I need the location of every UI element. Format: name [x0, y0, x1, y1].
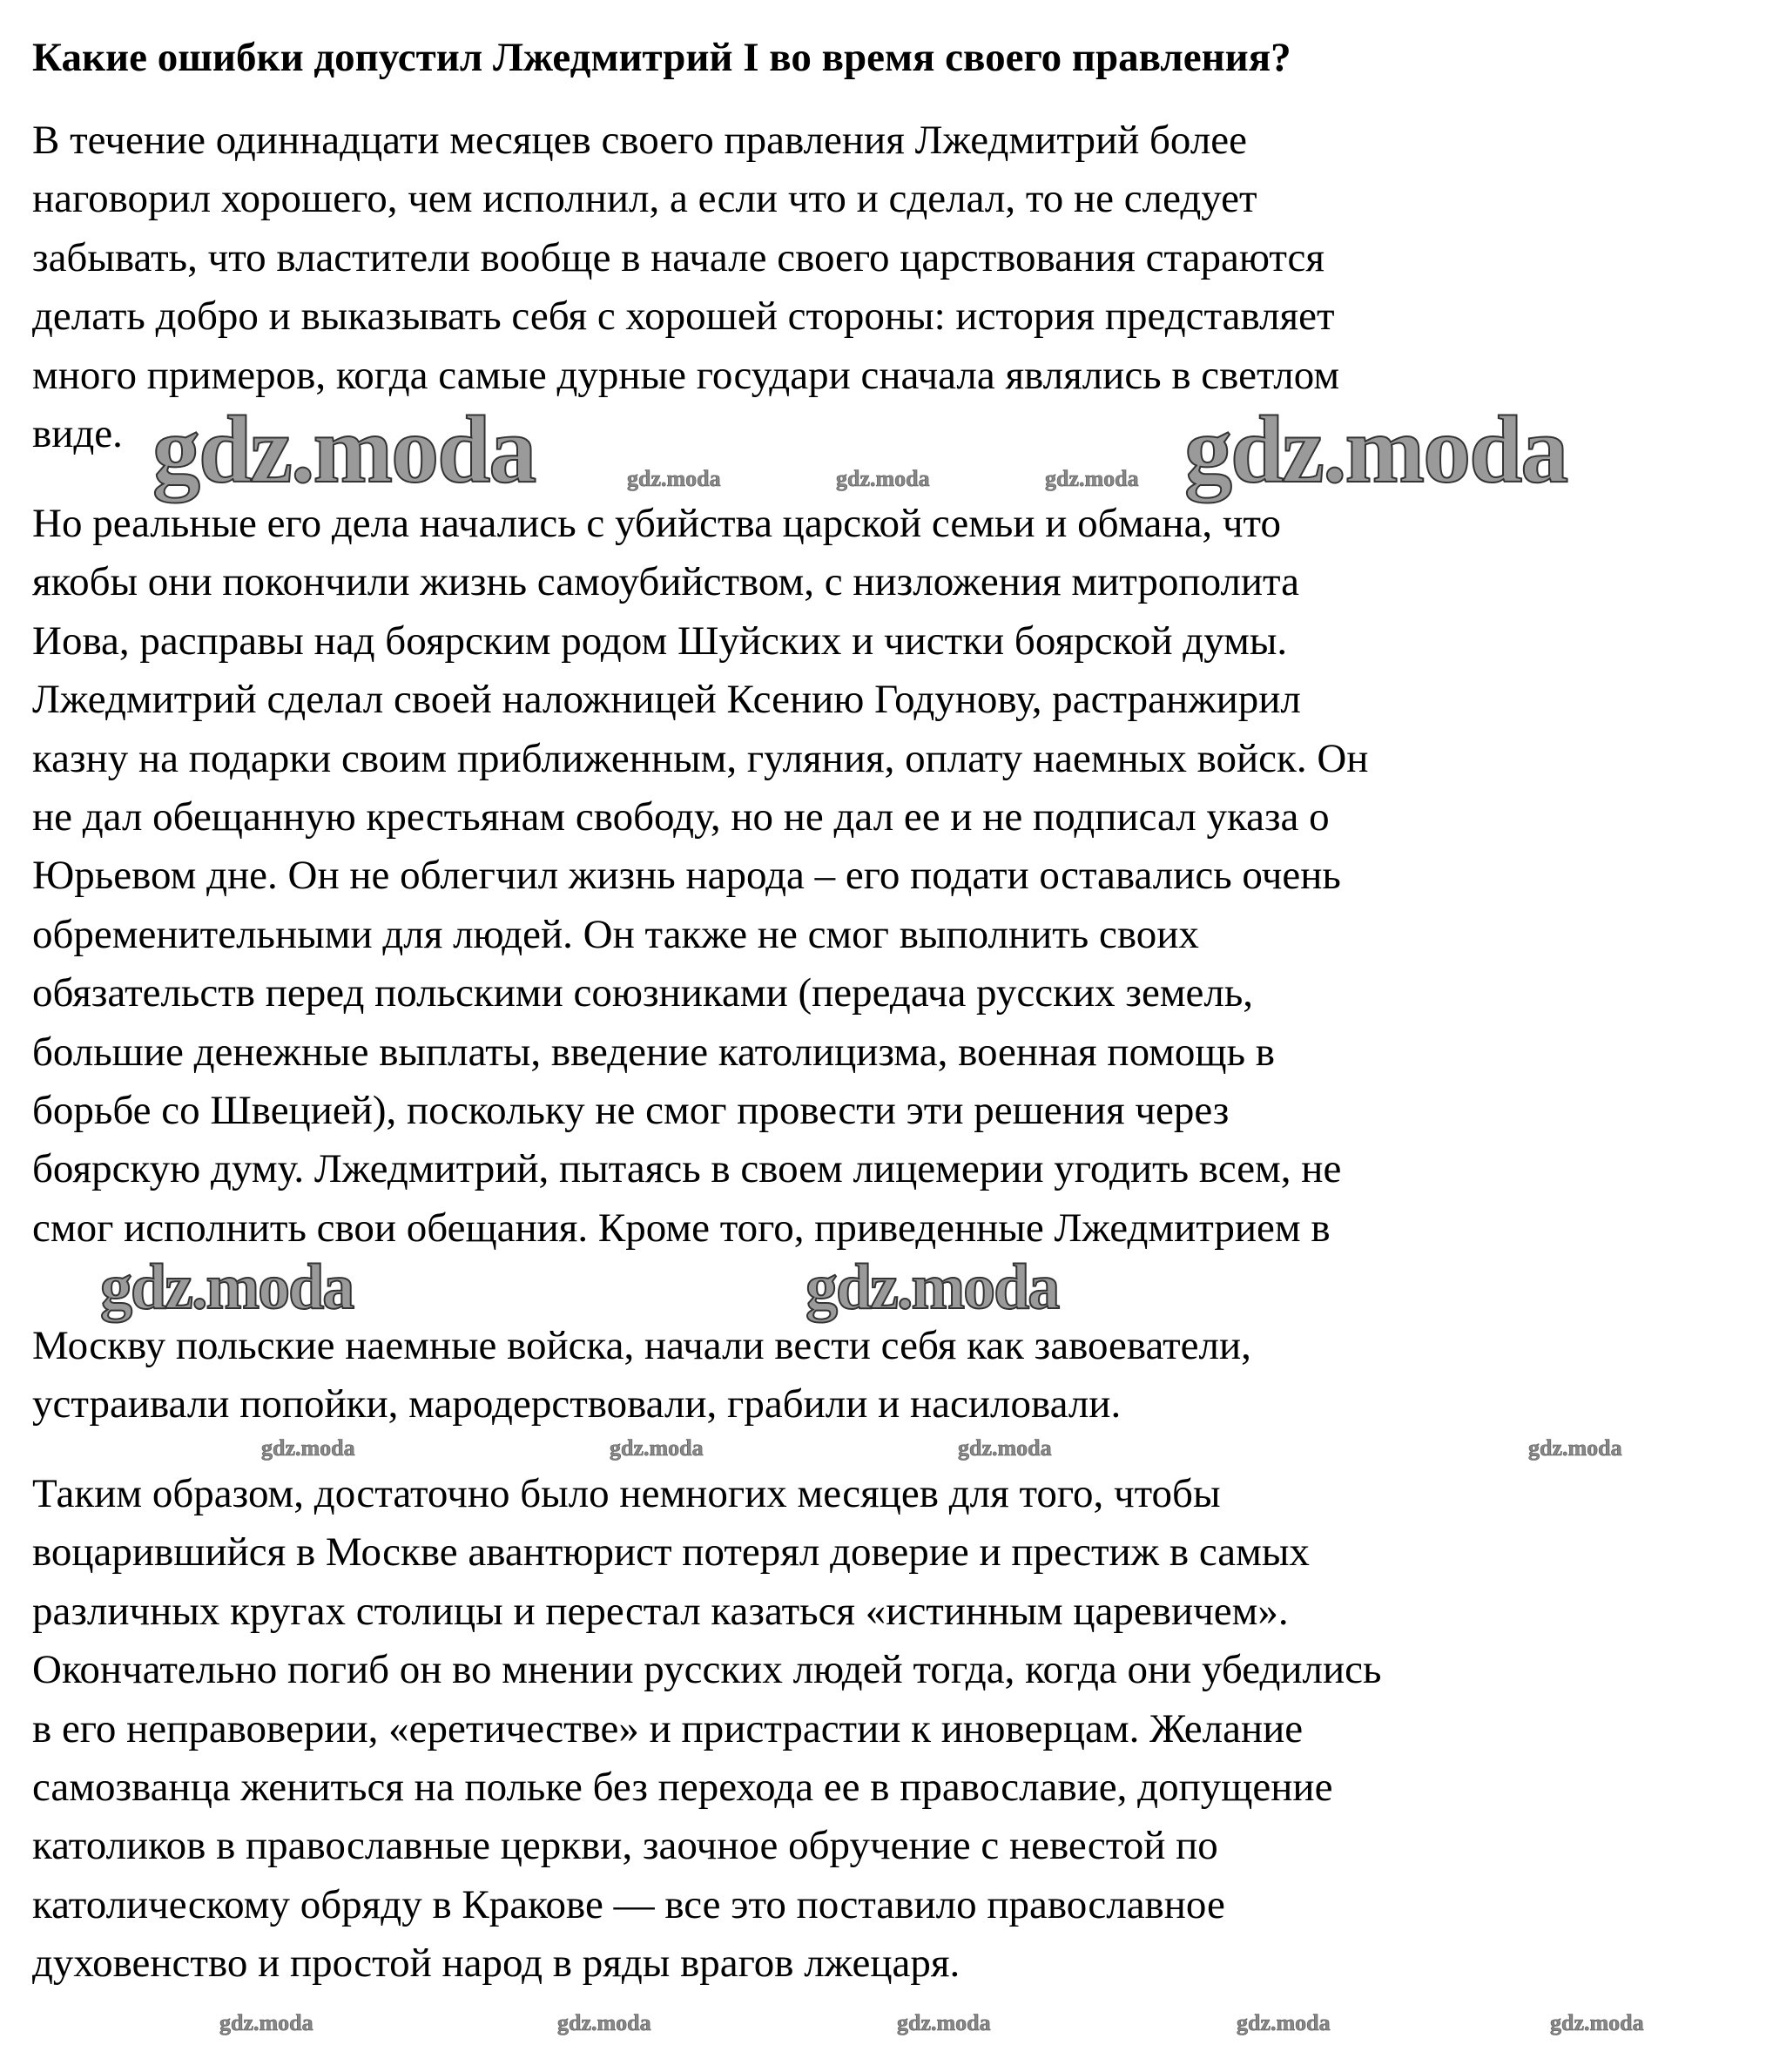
text-line: не дал обещанную крестьянам свободу, но не дал ее и не подписал указа о — [32, 794, 1330, 840]
watermark: gdz.moda — [261, 1435, 355, 1461]
watermark: gdz.moda — [219, 2010, 313, 2035]
text-line: духовенство и простой народ в ряды врагов лжецаря. — [32, 1940, 961, 1987]
watermark: gdz.moda — [610, 1435, 704, 1461]
text-line: самозванца жениться на польке без перехода ее в православие, допущение — [32, 1765, 1333, 1811]
text-line: Москву польские наемные войска, начали вести себя как завоеватели, — [32, 1323, 1251, 1368]
text-line: боярскую думу. Лжедмитрий, пытаясь в своем лицемерии угодить всем, не — [32, 1146, 1342, 1192]
text-line: в его неправоверии, «еретичестве» и пристрастии к иноверцам. Желание — [32, 1705, 1304, 1751]
text-line: борьбе со Швецией), поскольку не смог провести эти решения через — [32, 1088, 1230, 1134]
text-line: католиков в православные церкви, заочное обручение с невестой по — [32, 1823, 1218, 1869]
watermark: gdz.moda — [836, 466, 930, 491]
watermark: gdz.moda — [1550, 2010, 1644, 2035]
question-title: Какие ошибки допустил Лжедмитрий I во время своего правления? — [32, 35, 1291, 80]
text-line: Лжедмитрий сделал своей наложницей Ксению Годунову, растранжирил — [32, 677, 1301, 723]
watermark: gdz.moda — [100, 1252, 354, 1323]
text-line: делать добро и выказывать себя с хорошей стороны: история представляет — [32, 294, 1335, 340]
text-line: воцарившийся в Москве авантюрист потерял доверие и престиж в самых — [32, 1529, 1310, 1576]
watermark: gdz.moda — [557, 2010, 651, 2035]
text-line: устраивали попойки, мародерствовали, грабили и насиловали. — [32, 1381, 1122, 1427]
text-line: В течение одиннадцати месяцев своего правления Лжедмитрий более — [32, 118, 1247, 163]
paragraph-3 — [32, 1317, 1251, 1434]
watermark: gdz.moda — [805, 1252, 1059, 1323]
text-line: смог исполнить свои обещания. Кроме того, приведенные Лжедмитрием в — [32, 1205, 1331, 1251]
watermark: gdz.moda — [1237, 2010, 1331, 2035]
text-line: Окончательно погиб он во мнении русских людей тогда, когда они убедились — [32, 1647, 1382, 1693]
text-line: различных кругах столицы и перестал казаться «истинным царевичем». — [32, 1588, 1289, 1634]
text-line: якобы они покончили жизнь самоубийством, с низложения митрополита — [32, 559, 1300, 605]
text-line: наговорил хорошего, чем исполнил, а если что и сделал, то не следует — [32, 176, 1257, 222]
watermark: gdz.moda — [627, 466, 721, 491]
text-line: много примеров, когда самые дурные государи сначала являлись в светлом — [32, 352, 1340, 398]
text-line: обременительными для людей. Он также не смог выполнить своих — [32, 911, 1199, 957]
text-line: большие денежные выплаты, введение католицизма, военная помощь в — [32, 1029, 1275, 1075]
paragraph-2 — [32, 495, 1368, 1258]
watermark: gdz.moda — [897, 2010, 991, 2035]
text-line: Таким образом, достаточно было немногих месяцев для того, чтобы — [32, 1471, 1221, 1516]
text-line: виде. — [32, 411, 123, 457]
text-line: Иова, расправы над боярским родом Шуйских и чистки боярской думы. — [32, 618, 1288, 664]
text-line: обязательств перед польскими союзниками (передача русских земель, — [32, 970, 1254, 1016]
text-line: Но реальные его дела начались с убийства царской семьи и обмана, что — [32, 501, 1281, 546]
watermark: gdz.moda — [152, 396, 536, 503]
text-line: казну на подарки своим приближенным, гуляния, оплату наемных войск. Он — [32, 735, 1369, 781]
watermark: gdz.moda — [1528, 1435, 1622, 1461]
text-line: забывать, что властители вообще в начале своего царствования стараются — [32, 234, 1324, 280]
watermark: gdz.moda — [1184, 396, 1567, 503]
paragraph-4 — [32, 1465, 1381, 1994]
text-line: католическому обряду в Кракове — все это поставило православное — [32, 1881, 1225, 1927]
text-line: Юрьевом дне. Он не облегчил жизнь народа – его подати оставались очень — [32, 853, 1341, 899]
watermark: gdz.moda — [1045, 466, 1139, 491]
watermark: gdz.moda — [958, 1435, 1052, 1461]
